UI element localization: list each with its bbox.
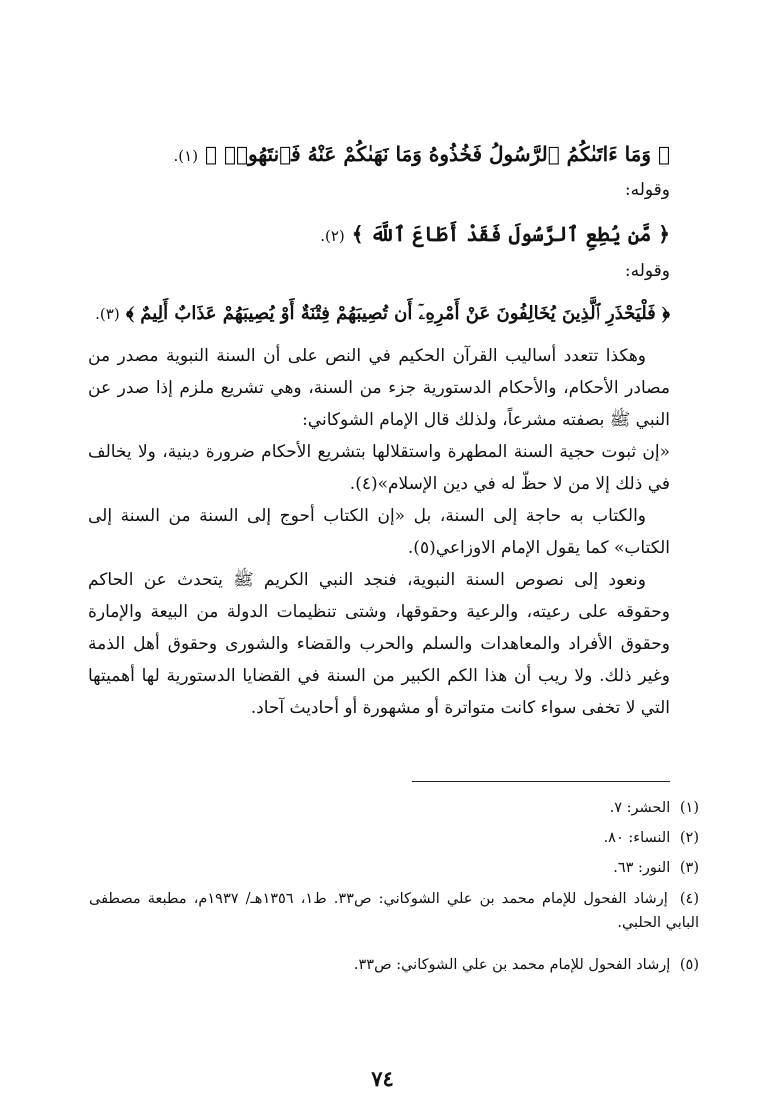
verse-intro-1: وقوله:: [624, 180, 670, 200]
paragraph-2-quote: «إن ثبوت حجية السنة المطهرة واستقلالها بتشريع الأحكام ضرورة دينية، ولا يخالف في ذلك إلا من لا حظّ له في دين الإسلام»(٤).: [88, 442, 670, 494]
footnote-text: النساء: ٨٠.: [603, 830, 671, 846]
verse-intro-2: وقوله:: [624, 261, 670, 281]
footnote-text: إرشاد الفحول للإمام محمد بن علي الشوكاني: ص٣٣.: [353, 957, 671, 973]
footnote-4: [89, 887, 699, 935]
footnote-2: [89, 826, 699, 850]
footnote-5: [89, 953, 699, 977]
footnote-number: (٤): [679, 891, 699, 907]
paragraph-4: ونعود إلى نصوص السنة النبوية، فنجد النبي الكريم ﷺ يتحدث عن الحاكم وحقوقه على رعيته، والرعية وحقوقها، وشتى تنظيمات الدولة من البيعة والإمارة وحقوق الأفراد والمعاهدات والسلم والحرب والقضاء والشورى وحقوق أهل الذمة وغير ذلك. ولا ريب أن هذا الكم الكبير من السنة في القضايا الدستورية لها أهميتها التي لا تخفى سواء كانت متواترة أو مشهورة أو أحاديث آحاد.: [88, 570, 670, 718]
footnote-text: إرشاد الفحول للإمام محمد بن علي الشوكاني: ص٣٣. ط١، ١٣٥٦هـ/ ١٩٣٧م، مطبعة مصطفى البابي الحلبي.: [89, 891, 699, 931]
body-text: [88, 340, 670, 724]
footnote-number: (١): [679, 800, 699, 816]
verse-text: ﴿ وَمَا ءَاتَىٰكُمُ ٱلرَّسُولُ فَخُذُوهُ وَمَا نَهَىٰكُمْ عَنْهُ فَٱنتَهُوا۟ ﴾: [205, 142, 670, 166]
footnote-separator: [412, 781, 670, 782]
footnote-text: الحشر: ٧.: [609, 800, 671, 816]
footnote-number: (٣): [679, 860, 699, 876]
footnote-3: [89, 856, 699, 880]
quran-verse-2: [60, 222, 670, 246]
footnote-number: (٢): [679, 830, 699, 846]
paragraph-3: والكتاب به حاجة إلى السنة، بل «إن الكتاب أحوج إلى السنة من السنة إلى الكتاب» كما يقول الإمام الاوزاعي(٥).: [88, 506, 670, 558]
footnote-number: (٥): [679, 957, 699, 973]
paragraph-1: وهكذا تتعدد أساليب القرآن الحكيم في النص على أن السنة النبوية مصدر من مصادر الأحكام، والأحكام الدستورية جزء من السنة، وهي تشريع ملزم إذا صدر عن النبي ﷺ بصفته مشرعاً، ولذلك قال الإمام الشوكاني:: [88, 346, 670, 430]
quran-verse-3: [60, 303, 670, 324]
footnote-ref: (١).: [173, 147, 199, 165]
footnote-ref: (٣).: [95, 305, 120, 323]
verse-text: ﴿ فَلْيَحْذَرِ ٱلَّذِينَ يُخَالِفُونَ عَنْ أَمْرِهِۦٓ أَن تُصِيبَهُمْ فِتْنَةٌ أَوْ يُصِيبَهُمْ عَذَابٌ أَلِيمٌ ﴾: [125, 303, 670, 324]
verse-text: ﴿ مَّن يُطِعِ ٱلرَّسُولَ فَقَدْ أَطَاعَ ٱللَّهَ ﴾: [351, 222, 670, 246]
footnote-1: [89, 796, 699, 820]
page-number: ٧٤: [371, 1066, 394, 1091]
footnote-text: النور: ٦٣.: [613, 860, 671, 876]
footnote-ref: (٢).: [320, 227, 345, 245]
quran-verse-1: [60, 142, 670, 166]
